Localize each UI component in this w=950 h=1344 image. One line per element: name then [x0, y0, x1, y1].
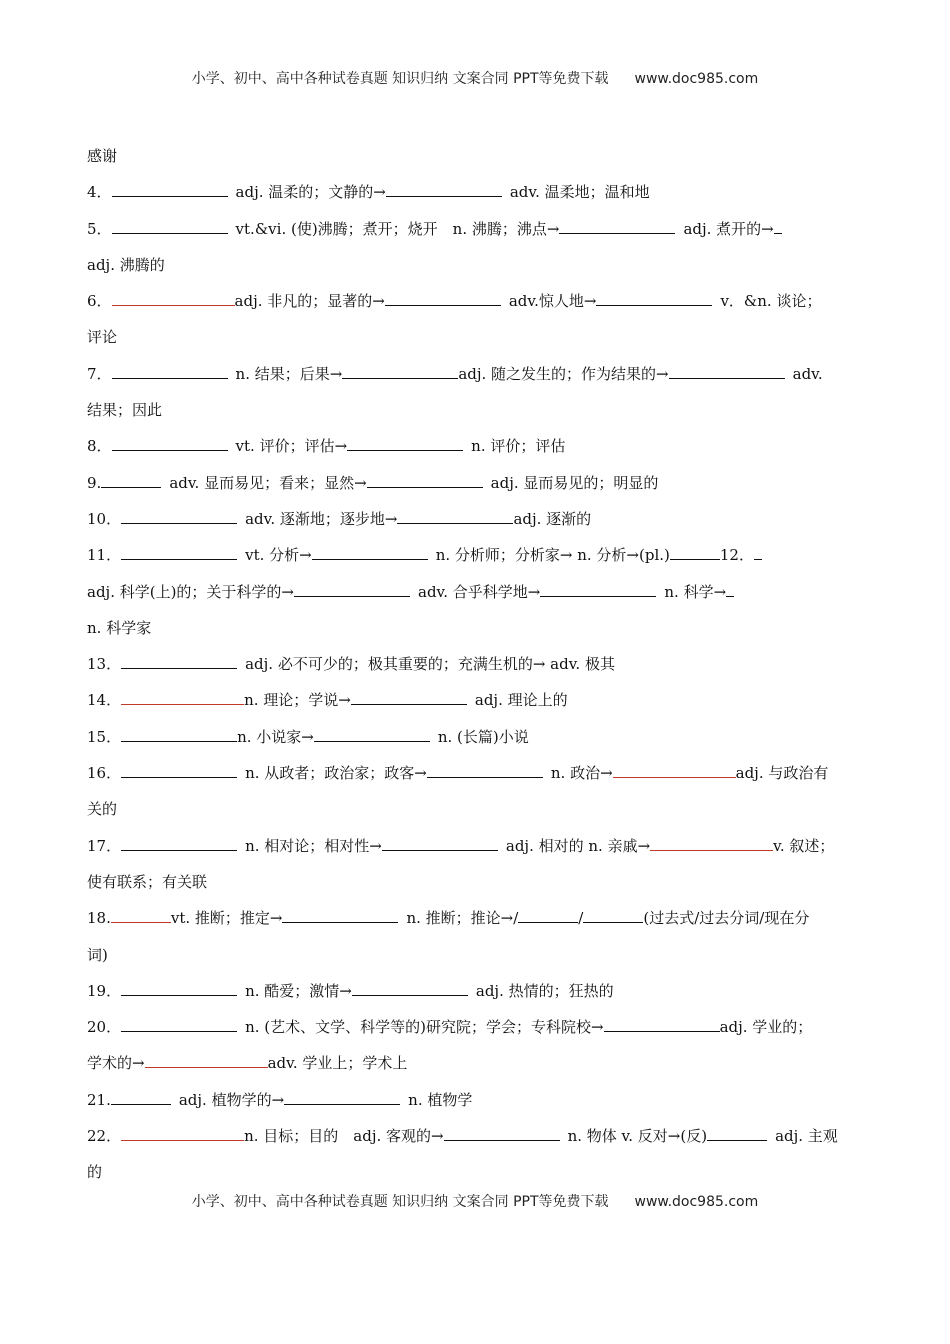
answer-blank[interactable]: [121, 689, 244, 705]
answer-blank[interactable]: [518, 907, 578, 923]
line-q7-cont: 结果；因此: [87, 401, 163, 420]
line-q22: 22． n. 目标；目的 adj. 客观的→ n. 物体 v. 反对→(反) adj. 主观: [87, 1127, 838, 1146]
answer-blank[interactable]: [342, 363, 458, 379]
line-q18-cont: 词): [87, 945, 108, 964]
answer-blank[interactable]: [726, 581, 734, 597]
line-q5: 5． vt.&vi. (使)沸腾；煮开；烧开 n. 沸腾；沸点→ adj. 煮开的→: [87, 217, 859, 253]
answer-blank[interactable]: [111, 1089, 171, 1105]
line-q12: adj. 科学(上)的；关于科学的→ adv. 合乎科学地→ n. 科学→: [87, 580, 859, 616]
line-q19: 19． n. 酷爱；激情→ adj. 热情的；狂热的: [87, 981, 614, 1000]
answer-blank[interactable]: [382, 835, 498, 851]
line-0: 感谢: [87, 147, 118, 165]
line-q13: 13． adj. 必不可少的；极其重要的；充满生机的→ adv. 极其: [87, 655, 615, 674]
answer-blank[interactable]: [111, 907, 171, 923]
line-q15: 15． n. 小说家→ n. (长篇)小说: [87, 727, 529, 746]
answer-blank[interactable]: [121, 980, 237, 996]
page-header: [0, 68, 950, 88]
line-q14: 14． n. 理论；学说→ adj. 理论上的: [87, 691, 568, 710]
answer-blank[interactable]: [314, 726, 430, 742]
answer-blank[interactable]: [101, 472, 161, 488]
header-site: www.doc985.com: [634, 71, 759, 87]
answer-blank[interactable]: [596, 290, 712, 306]
header-text: 小学、初中、高中各种试卷真题 知识归纳 文案合同 PPT等免费下载: [191, 71, 609, 87]
answer-blank[interactable]: [540, 581, 656, 597]
answer-blank[interactable]: [385, 290, 501, 306]
footer-text: 小学、初中、高中各种试卷真题 知识归纳 文案合同 PPT等免费下载: [191, 1194, 609, 1210]
line-q6: 6． adj. 非凡的；显著的→ adv.惊人地→ v．&n. 谈论；: [87, 292, 822, 311]
answer-blank[interactable]: [613, 762, 736, 778]
answer-blank[interactable]: [282, 907, 398, 923]
answer-blank[interactable]: [121, 1125, 244, 1141]
answer-blank[interactable]: [294, 581, 410, 597]
line-q4: 4． adj. 温柔的；文静的→ adv. 温柔地；温和地: [87, 183, 650, 202]
line-q7: 7． n. 结果；后果→ adj. 随之发生的；作为结果的→ adv.: [87, 364, 823, 383]
answer-blank[interactable]: [351, 689, 467, 705]
line-q10: 10． adv. 逐渐地；逐步地→ adj. 逐渐的: [87, 509, 592, 528]
answer-blank[interactable]: [397, 508, 513, 524]
line-q9: 9. adv. 显而易见；看来；显然→ adj. 显而易见的；明显的: [87, 473, 659, 492]
answer-blank[interactable]: [121, 653, 237, 669]
footer-site: www.doc985.com: [634, 1194, 759, 1210]
answer-blank[interactable]: [707, 1125, 767, 1141]
answer-blank[interactable]: [559, 218, 675, 234]
answer-blank[interactable]: [112, 363, 228, 379]
page-footer: [0, 1191, 950, 1211]
line-q20: 20． n. (艺术、文学、科学等的)研究院；学会；专科院校→ adj. 学业的；: [87, 1018, 813, 1037]
line-q11: 11． vt. 分析→ n. 分析师；分析家→ n. 分析→(pl.) 12．: [87, 543, 859, 579]
line-q17: 17． n. 相对论；相对性→ adj. 相对的 n. 亲戚→ v. 叙述；: [87, 836, 835, 855]
line-q8: 8． vt. 评价；评估→ n. 评价；评估: [87, 437, 566, 456]
answer-blank[interactable]: [774, 218, 782, 234]
answer-blank[interactable]: [121, 544, 237, 560]
answer-blank[interactable]: [650, 835, 773, 851]
line-q22-cont: 的: [87, 1163, 103, 1182]
answer-blank[interactable]: [121, 508, 237, 524]
answer-blank[interactable]: [386, 181, 502, 197]
line-q16: 16． n. 从政者；政治家；政客→ n. 政治→ adj. 与政治有: [87, 764, 829, 783]
answer-blank[interactable]: [121, 762, 237, 778]
line-q16-cont: 关的: [87, 800, 118, 819]
answer-blank[interactable]: [121, 726, 237, 742]
line-q21: 21. adj. 植物学的→ n. 植物学: [87, 1090, 473, 1109]
line-q6-cont: 评论: [87, 328, 118, 347]
answer-blank[interactable]: [284, 1089, 400, 1105]
answer-blank[interactable]: [121, 835, 237, 851]
line-q18: 18. vt. 推断；推定→ n. 推断；推论→/ / (过去式/过去分词/现在分: [87, 909, 810, 928]
answer-blank[interactable]: [444, 1125, 560, 1141]
answer-blank[interactable]: [367, 472, 483, 488]
answer-blank[interactable]: [112, 435, 228, 451]
answer-blank[interactable]: [669, 363, 785, 379]
answer-blank[interactable]: [112, 218, 228, 234]
answer-blank[interactable]: [670, 544, 720, 560]
line-q5-cont: adj. 沸腾的: [87, 255, 165, 274]
exercise-content: [87, 144, 859, 1197]
answer-blank[interactable]: [604, 1016, 720, 1032]
line-q12-cont: n. 科学家: [87, 618, 152, 637]
answer-blank[interactable]: [312, 544, 428, 560]
answer-blank[interactable]: [347, 435, 463, 451]
answer-blank[interactable]: [121, 1016, 237, 1032]
answer-blank[interactable]: [754, 544, 762, 560]
line-q20-cont: 学术的→ adv. 学业上；学术上: [87, 1054, 408, 1073]
answer-blank[interactable]: [352, 980, 468, 996]
answer-blank[interactable]: [112, 181, 228, 197]
line-q17-cont: 使有联系；有关联: [87, 872, 208, 891]
answer-blank[interactable]: [427, 762, 543, 778]
answer-blank[interactable]: [583, 907, 643, 923]
answer-blank[interactable]: [112, 290, 235, 306]
answer-blank[interactable]: [145, 1052, 268, 1068]
